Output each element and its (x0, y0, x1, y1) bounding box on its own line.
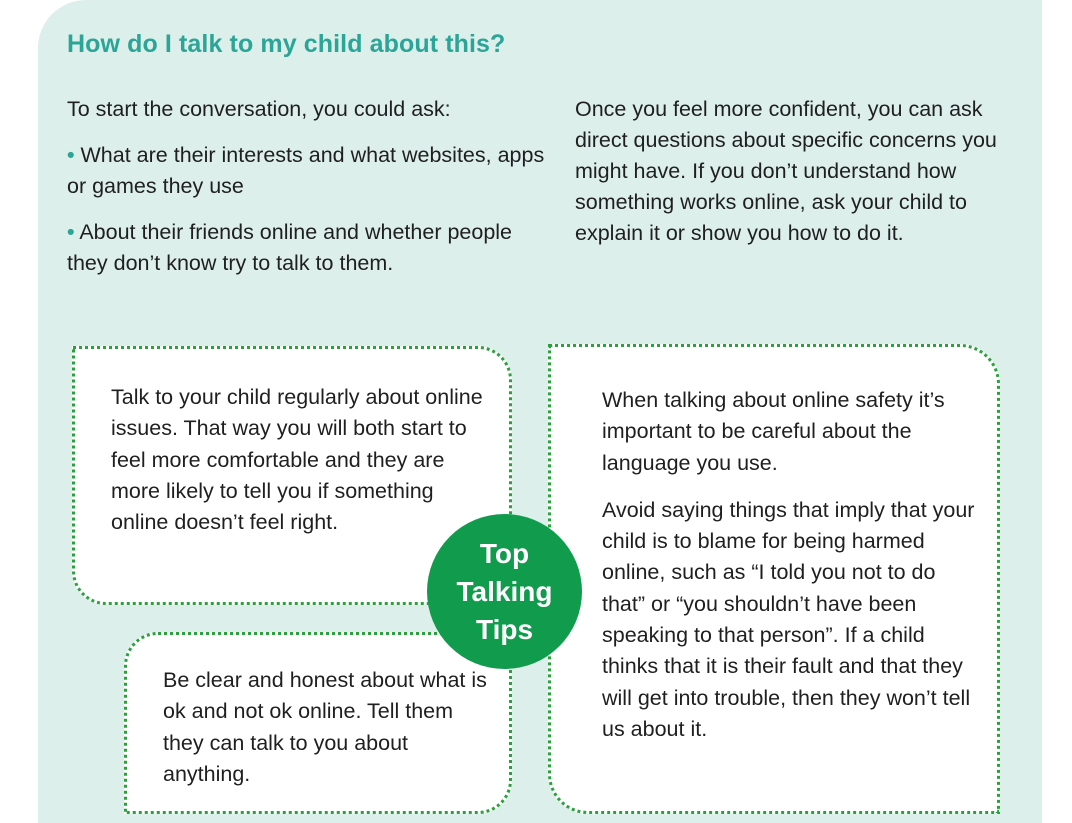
direct-questions-advice (575, 94, 1020, 249)
badge-line: Talking (456, 575, 553, 607)
bullet-text: What are their interests and what websites, apps or games they use (67, 143, 545, 198)
tip-text: Avoid saying things that imply that your child is to blame for being harmed online, such as “I told you not to do that” or “you shouldn’t have been speaking to that person”. If a child thinks that it is their fault and that they will get into trouble, then they won’t tell us about it. (602, 497, 975, 741)
tip-text: When talking about online safety it’s important to be careful about the language you use. (602, 388, 945, 475)
badge-line: Tips (475, 613, 534, 645)
bullet-icon: • (67, 143, 75, 167)
starters-lead: To start the conversation, you could ask: (67, 97, 451, 121)
bullet-item (67, 140, 547, 202)
bullet-text: About their friends online and whether people they don’t know try to talk to them. (67, 220, 513, 275)
badge-line: Top (479, 537, 530, 569)
advice-text: Once you feel more confident, you can ask direct questions about specific concerns you might have. If you don’t understand how something works online, ask your child to explain it or show you how to do it. (575, 97, 997, 245)
tip-card-language (548, 344, 1000, 814)
bullet-item (67, 217, 547, 279)
bullet-icon: • (67, 220, 75, 244)
tip-text: Talk to your child regularly about online issues. That way you will both start to feel more comfortable and they are more likely to tell you if something online doesn’t feel right. (111, 385, 483, 535)
tip-card-clear-honest (124, 632, 512, 814)
conversation-starters (67, 94, 547, 294)
top-talking-tips-badge (427, 514, 582, 669)
section-heading: How do I talk to my child about this? (67, 30, 506, 58)
tip-text: Be clear and honest about what is ok and not ok online. Tell them they can talk to you about anything. (163, 668, 487, 786)
